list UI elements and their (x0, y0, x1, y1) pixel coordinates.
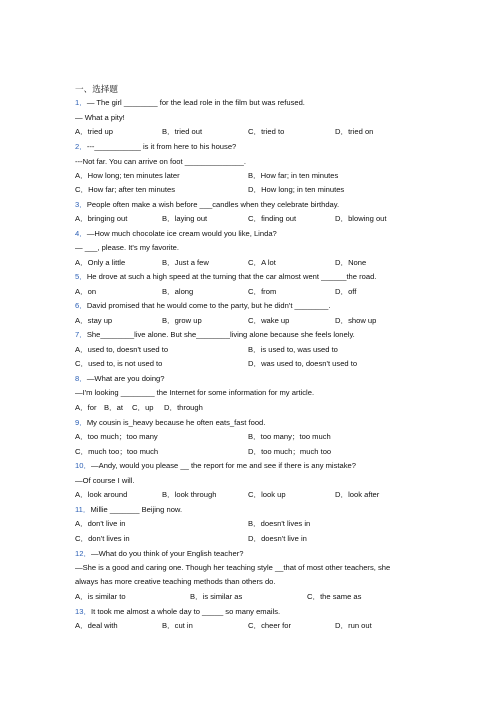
option-d[interactable]: D．None (335, 258, 367, 267)
question-1 (75, 98, 305, 108)
question-text: —How much chocolate ice cream would you like, Linda? (86, 229, 277, 238)
question-6 (75, 301, 330, 311)
option-b[interactable]: B．laying out (162, 214, 208, 223)
option-b[interactable]: B．doesn't lives in (248, 519, 311, 528)
option-a[interactable]: A．stay up (75, 316, 113, 325)
question-text: People often make a wish before ___candles when they celebrate birthday. (86, 200, 340, 209)
question-text: Millie _______ Beijing now. (90, 505, 183, 514)
question-text: —What do you think of your English teacher? (91, 549, 244, 558)
option-c[interactable]: C．up (132, 403, 154, 412)
option-c[interactable]: C．used to, is not used to (75, 359, 163, 368)
option-b[interactable]: B．along (162, 287, 194, 296)
question-text: — The girl ________ for the lead role in the film but was refused. (86, 98, 305, 107)
question-text: —I'm looking ________ the Internet for some information for my article. (75, 388, 315, 397)
option-a[interactable]: A．used to, doesn't used to (75, 345, 169, 354)
question-text: always has more creative teaching methods than others do. (75, 577, 276, 586)
option-a[interactable]: A．bringing out (75, 214, 128, 223)
option-d[interactable]: D．run out (335, 621, 372, 630)
question-text: She________live alone. But she________living alone because she feels lonely. (86, 330, 355, 339)
option-a[interactable]: A．deal with (75, 621, 118, 630)
option-a[interactable]: A．for (75, 403, 97, 412)
option-b[interactable]: B．How far; in ten minutes (248, 171, 339, 180)
option-c[interactable]: C．don't lives in (75, 534, 130, 543)
question-text: David promised that he would come to the party, but he didn't ________. (86, 301, 331, 310)
question-10 (75, 461, 356, 471)
question-number: 4． (75, 229, 87, 238)
option-d[interactable]: D．too much；much too (248, 447, 332, 456)
option-a[interactable]: A．don't live in (75, 519, 126, 528)
option-d[interactable]: D．look after (335, 490, 380, 499)
option-b[interactable]: B．is used to, was used to (248, 345, 338, 354)
question-text: — ___, please. It's my favorite. (75, 243, 180, 252)
question-2 (75, 142, 236, 152)
section-title: 一、选择题 (75, 84, 118, 94)
question-text: —What are you doing? (86, 374, 165, 383)
option-c[interactable]: C．the same as (307, 592, 362, 601)
question-number: 1． (75, 98, 87, 107)
question-13 (75, 607, 280, 617)
question-text: ---Not far. You can arrive on foot ______________. (75, 157, 246, 166)
option-d[interactable]: D．off (335, 287, 357, 296)
option-a[interactable]: A．Only a little (75, 258, 126, 267)
option-d[interactable]: D．was used to, doesn't used to (248, 359, 358, 368)
question-number: 8． (75, 374, 87, 383)
option-b[interactable]: B．at (104, 403, 123, 412)
question-3 (75, 200, 339, 210)
question-text: —Of course I will. (75, 476, 135, 485)
option-d[interactable]: D．through (164, 403, 203, 412)
question-5 (75, 272, 376, 282)
question-9 (75, 418, 265, 428)
option-c[interactable]: C．cheer for (248, 621, 292, 630)
option-b[interactable]: B．grow up (162, 316, 202, 325)
question-text: ---___________ is it from here to his house? (86, 142, 237, 151)
option-b[interactable]: B．is similar as (190, 592, 243, 601)
option-a[interactable]: A．How long; ten minutes later (75, 171, 180, 180)
option-b[interactable]: B．tried out (162, 127, 203, 136)
question-11 (75, 505, 182, 515)
option-c[interactable]: C．wake up (248, 316, 290, 325)
option-c[interactable]: C．tried to (248, 127, 285, 136)
question-number: 12． (75, 549, 92, 558)
question-text: —Andy, would you please __ the report for me and see if there is any mistake? (91, 461, 356, 470)
question-number: 13． (75, 607, 92, 616)
question-number: 2． (75, 142, 87, 151)
question-text: —She is a good and caring one. Though her teaching style __that of most other teachers, she (75, 563, 391, 572)
question-number: 5． (75, 272, 87, 281)
question-12 (75, 549, 243, 559)
option-b[interactable]: B．cut in (162, 621, 193, 630)
question-text: It took me almost a whole day to _____ so many emails. (91, 607, 281, 616)
option-c[interactable]: C．much too；too much (75, 447, 159, 456)
option-d[interactable]: D．tried on (335, 127, 374, 136)
option-d[interactable]: D．show up (335, 316, 377, 325)
option-c[interactable]: C．A lot (248, 258, 276, 267)
option-b[interactable]: B．Just a few (162, 258, 209, 267)
option-c[interactable]: C．finding out (248, 214, 297, 223)
question-number: 6． (75, 301, 87, 310)
question-number: 10． (75, 461, 92, 470)
question-text: He drove at such a high speed at the turning that the car almost went ______the road. (86, 272, 377, 281)
question-number: 9． (75, 418, 87, 427)
question-number: 3． (75, 200, 87, 209)
option-b[interactable]: B．look through (162, 490, 217, 499)
question-text: My cousin is_heavy because he often eats_fast food. (86, 418, 266, 427)
option-a[interactable]: A．on (75, 287, 97, 296)
option-a[interactable]: A．tried up (75, 127, 113, 136)
option-d[interactable]: D．blowing out (335, 214, 387, 223)
option-a[interactable]: A．too much；too many (75, 432, 158, 441)
question-number: 7． (75, 330, 87, 339)
question-number: 11． (75, 505, 91, 514)
option-a[interactable]: A．is similar to (75, 592, 126, 601)
question-7 (75, 330, 355, 340)
option-c[interactable]: C．from (248, 287, 277, 296)
question-4 (75, 229, 277, 239)
option-c[interactable]: C．look up (248, 490, 286, 499)
option-d[interactable]: D．doesn't live in (248, 534, 307, 543)
question-text: — What a pity! (75, 113, 125, 122)
option-c[interactable]: C．How far; after ten minutes (75, 185, 176, 194)
option-a[interactable]: A．look around (75, 490, 128, 499)
option-d[interactable]: D．How long; in ten minutes (248, 185, 345, 194)
option-b[interactable]: B．too many；too much (248, 432, 331, 441)
question-8 (75, 374, 165, 384)
